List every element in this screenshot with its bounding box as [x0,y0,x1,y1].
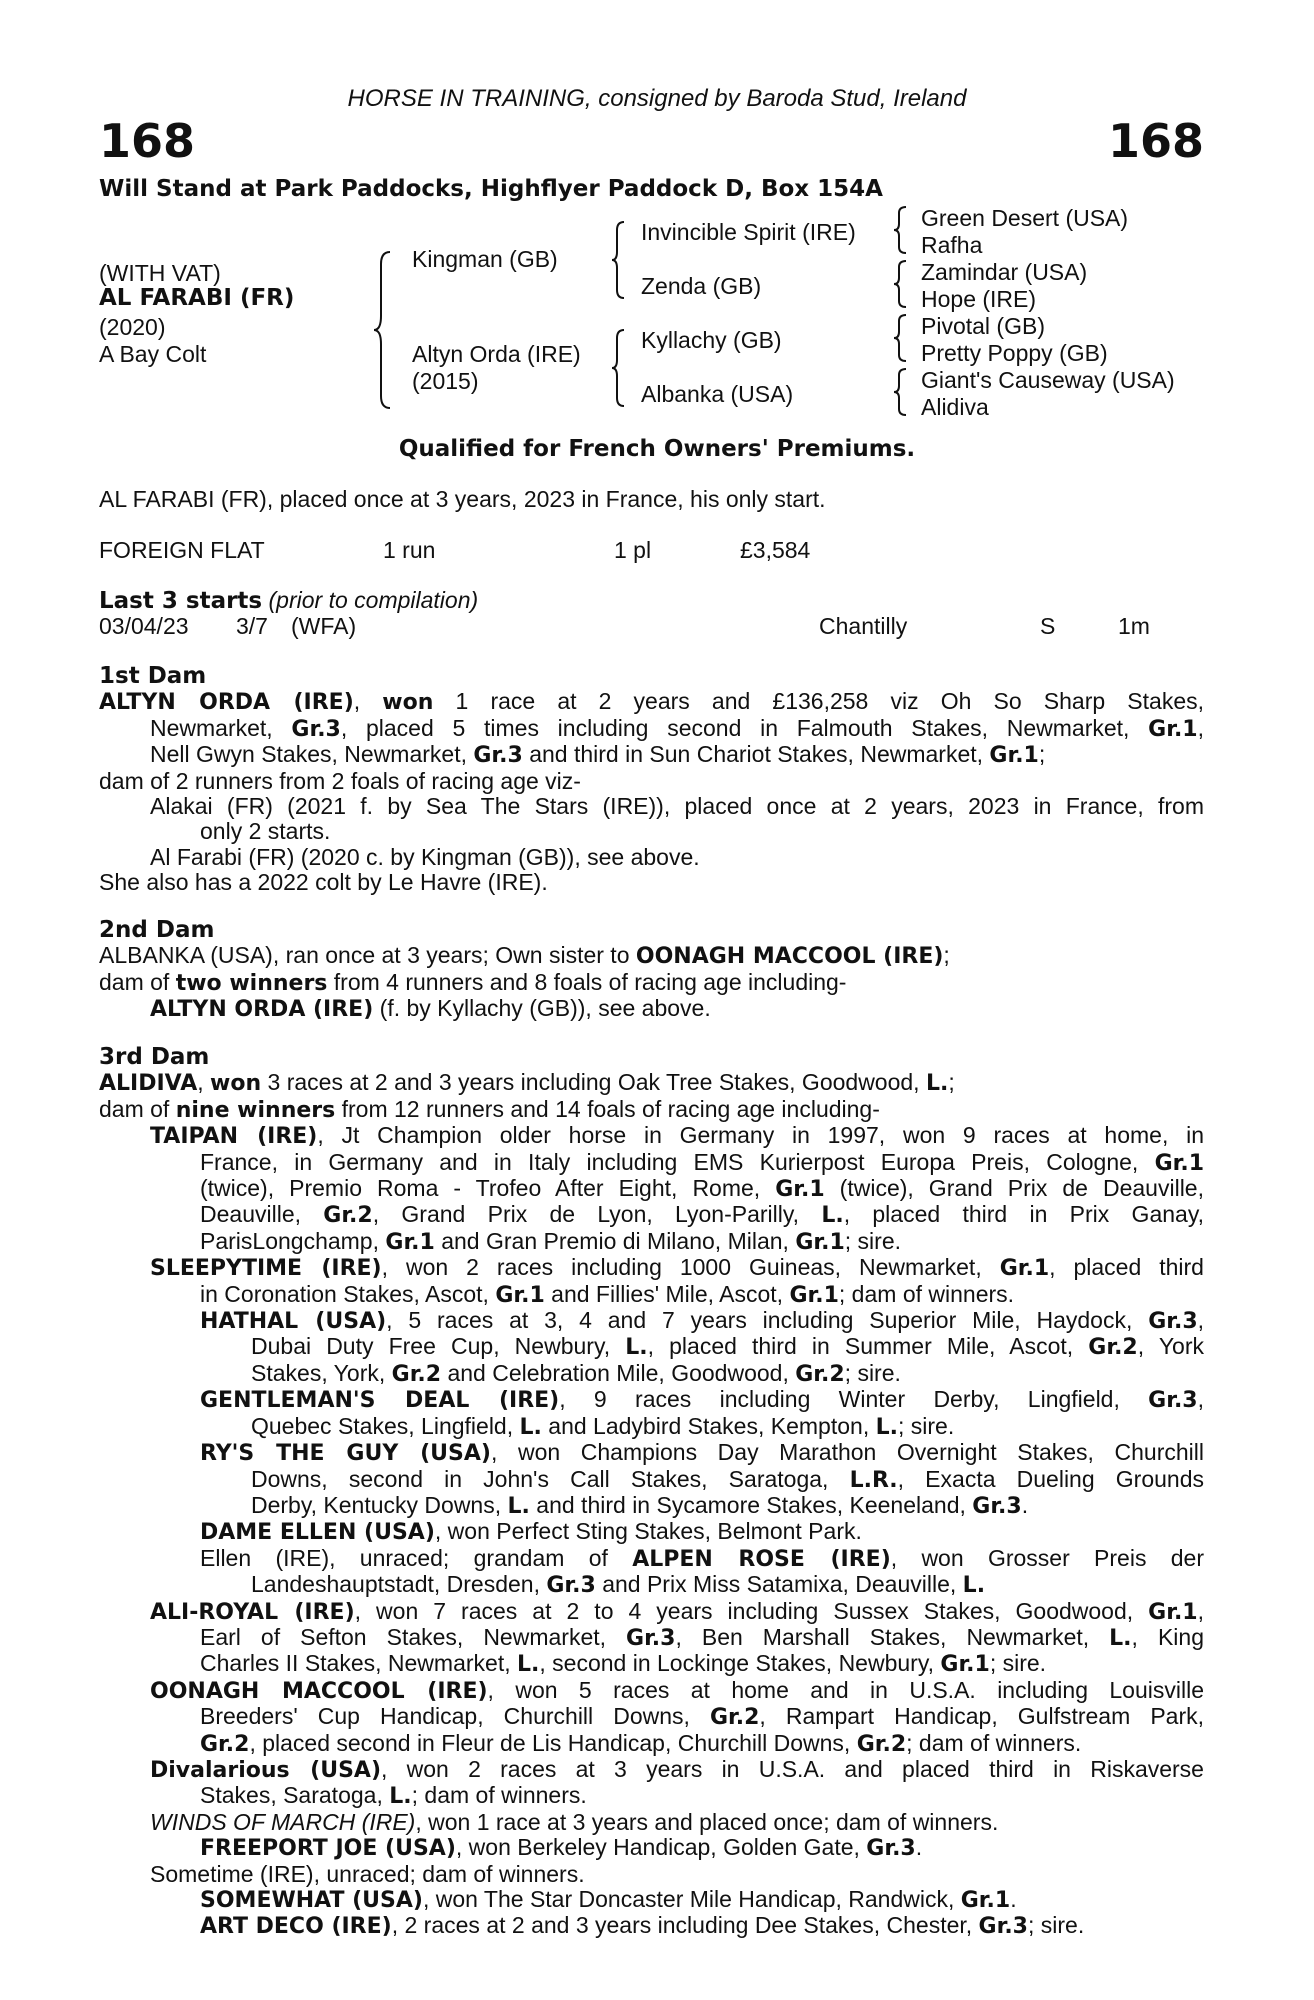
first-dam-line-5: Alakai (FR) (2021 f. by Sea The Stars (IRE)), placed once at 2 years, 2023 in France, from [150,793,1204,820]
text-run: ; sire. [989,1650,1047,1677]
text-run: (f. by Kyllachy (GB)), see above. [373,995,711,1022]
pedigree-ggp-4: Hope (IRE) [921,286,1037,312]
lot-number-right: 168 [1107,114,1204,168]
third-dam-line [99,1361,1204,1387]
bold-text: Gr.1 [1154,1150,1204,1176]
vat-note: (WITH VAT) [99,260,221,286]
first-dam-line-2 [99,716,1204,742]
third-dam-line [99,1229,1204,1255]
third-dam-line [99,1150,1204,1176]
text-run: Stakes, York, [251,1359,392,1386]
pedigree-brace-dam [610,328,626,408]
bold-text: L. [925,1071,949,1097]
italic-text: WINDS OF MARCH (IRE) [150,1808,416,1835]
text-run: and Gran Premio di Milano, Milan, [434,1227,796,1254]
third-dam-line [99,1255,1204,1281]
bold-text: Gr.3 [546,1573,596,1599]
text-run: , 2 races at 2 and 3 years including Dee Stakes, Chester, [391,1912,979,1939]
bold-text: L. [875,1414,898,1440]
third-dam-line [99,1414,1204,1440]
bold-text: Gr.3 [626,1625,676,1651]
pedigree-sire-sire: Invincible Spirit (IRE) [641,219,856,245]
text-run: and Prix Miss Satamixa, Deauville, [595,1571,963,1598]
third-dam-line [99,1572,1204,1598]
bold-text: OONAGH MACCOOL (IRE) [635,944,944,970]
third-dam-line [99,1387,1204,1413]
text-run: ; sire. [844,1227,901,1254]
qualified-note: Qualified for French Owners' Premiums. [398,436,916,462]
third-dam-line [99,1334,1204,1360]
record-runs: 1 run [383,537,436,563]
pedigree-ggp-8: Alidiva [921,394,989,420]
text-run: dam of [99,968,176,995]
text-run: Ellen (IRE), unraced; grandam of [200,1544,633,1571]
bold-text: OONAGH MACCOOL (IRE) [150,1678,488,1704]
text-run: ; [943,942,950,969]
text-run: and third in Sycamore Stakes, Keeneland, [529,1491,973,1518]
third-dam-line [99,1862,1204,1887]
text-run: ALBANKA (USA), ran once at 3 years; Own sister to [99,942,636,969]
pedigree-ggp-5: Pivotal (GB) [921,313,1045,339]
text-run: , won 2 races including 1000 Guineas, Newmarket, [381,1254,1000,1281]
bold-text: two winners [175,970,328,996]
horse-year: (2020) [99,314,166,340]
text-run: (twice), Premio Roma - Trofeo After Eight, Rome, [200,1175,776,1202]
text-run: , won 5 races at home and in U.S.A. including Louisville [487,1676,1204,1703]
text-run: , [197,1069,211,1096]
first-dam-section [99,664,1204,896]
bold-text: L. [519,1414,542,1440]
text-run: and third in Sun Chariot Stakes, Newmarket, [522,741,990,768]
text-run: , won 1 race at 3 years and placed once; dam of winners. [415,1808,999,1835]
text-run: , placed third in Prix Ganay, [843,1201,1204,1228]
pedigree-brace-sire [610,220,626,300]
text-run: , second in Lockinge Stakes, Newbury, [539,1650,941,1677]
bold-text: Gr.1 [1148,1599,1198,1625]
bold-text: L. [507,1493,530,1519]
pedigree-brace-ggp-1 [892,205,908,255]
text-run: (twice), Grand Prix de Deauville, [824,1175,1204,1202]
bold-text: SOMEWHAT (USA) [200,1888,423,1913]
bold-text: Gr.2 [709,1705,760,1731]
bold-text: Gr.1 [960,1888,1011,1913]
third-dam-line [99,1625,1204,1651]
bold-text: ALPEN ROSE (IRE) [632,1546,891,1572]
text-run: Nell Gwyn Stakes, Newmarket, [150,741,474,768]
bold-text: won [210,1071,262,1097]
text-run: , Ben Marshall Stakes, Newmarket, [675,1623,1110,1650]
text-run: from 4 runners and 8 foals of racing age including- [327,968,847,995]
text-run: . [1021,1491,1029,1518]
text-run: and Celebration Mile, Goodwood, [441,1359,796,1386]
horse-name: AL FARABI (FR) [99,285,295,311]
second-dam-section [99,918,1204,1023]
stand-location: Will Stand at Park Paddocks, Highflyer Paddock D, Box 154A [99,176,883,202]
third-dam-line [99,1493,1204,1519]
bold-text: L. [517,1652,540,1678]
text-run: , won Berkeley Handicap, Golden Gate, [455,1834,867,1861]
last-start-distance: 1m [1118,613,1150,639]
bold-text: TAIPAN (IRE) [150,1124,318,1150]
bold-text: Gr.3 [291,716,341,742]
text-run: , Grand Prix de Lyon, Lyon-Parilly, [372,1201,822,1228]
bold-text: ART DECO (IRE) [200,1914,392,1940]
text-run: ; dam of winners. [411,1782,587,1809]
bold-text: L. [821,1203,844,1229]
text-run: , won Champions Day Marathon Overnight Stakes, Churchill [490,1439,1204,1466]
bold-text: Gr.1 [385,1229,435,1255]
text-run: ; [1038,741,1046,768]
third-dam-heading: 3rd Dam [99,1044,210,1070]
bold-text: Gr.2 [856,1731,907,1757]
pedigree-brace-ggp-2 [892,259,908,309]
text-run: Breeders' Cup Handicap, Churchill Downs, [200,1703,710,1730]
third-dam-line [99,1599,1204,1625]
text-run: , placed 5 times including second in Falmouth Stakes, Newmarket, [340,714,1149,741]
third-dam-line [99,1202,1204,1228]
consignment-line: HORSE IN TRAINING, consigned by Baroda Stud, Ireland [347,85,967,112]
text-run: ; sire. [897,1412,955,1439]
second-dam-line-2 [99,970,1204,996]
bold-text: L. [625,1335,648,1361]
record-placed: 1 pl [614,537,652,563]
first-dam-line-3 [99,742,1204,768]
text-run: ParisLongchamp, [200,1227,386,1254]
lot-number-left: 168 [99,114,196,168]
last-start-position: 3/7 [236,613,268,639]
record-label: FOREIGN FLAT [99,537,265,563]
bold-text: Gr.3 [972,1493,1022,1519]
bold-text: ALTYN ORDA (IRE) [150,997,374,1023]
bold-text: Gr.1 [775,1177,825,1203]
text-run: ; dam of winners. [906,1729,1082,1756]
bold-text: L.R. [849,1467,898,1493]
first-dam-heading: 1st Dam [99,663,207,689]
pedigree-dam-sire: Kyllachy (GB) [641,327,782,353]
bold-text: Gr.2 [200,1731,250,1757]
third-dam-line [99,1467,1204,1493]
bold-text: Gr.3 [473,743,523,769]
horse-description: A Bay Colt [99,341,207,367]
last-start-course: Chantilly [819,613,908,639]
text-run: Earl of Sefton Stakes, Newmarket, [200,1623,627,1650]
bold-text: L. [1109,1625,1132,1651]
text-run: , [1197,1597,1204,1624]
text-run: Downs, second in John's Call Stakes, Saratoga, [251,1465,850,1492]
text-run: , 9 races including Winter Derby, Lingfield, [559,1386,1149,1413]
bold-text: SLEEPYTIME (IRE) [150,1256,382,1282]
bold-text: ALIDIVA [99,1071,198,1097]
third-dam-line [99,1070,1204,1096]
text-run: . [1010,1886,1017,1912]
bold-text: HATHAL (USA) [200,1309,387,1335]
text-run: dam of [99,1095,176,1122]
first-dam-line-8: She also has a 2022 colt by Le Havre (IRE). [99,869,548,896]
pedigree-ggp-6: Pretty Poppy (GB) [921,340,1108,366]
text-run: in Coronation Stakes, Ascot, [200,1280,496,1307]
text-run: Landeshauptstadt, Dresden, [251,1571,547,1598]
bold-text: Gr.1 [1148,716,1198,742]
third-dam-lines [99,1070,1204,1939]
text-run: France, in Germany and in Italy including EMS Kurierpost Europa Preis, Cologne, [200,1148,1155,1175]
text-run: Stakes, Saratoga, [200,1782,390,1809]
second-dam-line-1 [99,943,1204,969]
last-start-wfa: (WFA) [291,613,357,639]
third-dam-section [99,1045,1204,1940]
text-run: ; sire. [1027,1912,1085,1939]
text-run: , won Grosser Preis der [890,1544,1204,1571]
text-run: , King [1131,1623,1204,1650]
bold-text: Gr.1 [999,1256,1050,1282]
bold-text: Gr.1 [789,1282,839,1308]
bold-text: Gr.1 [495,1282,545,1308]
text-run: , York [1137,1333,1204,1360]
text-run: and Fillies' Mile, Ascot, [544,1280,790,1307]
text-run: Quebec Stakes, Lingfield, [251,1412,520,1439]
last-start-date: 03/04/23 [99,613,189,639]
text-run: Derby, Kentucky Downs, [251,1491,508,1518]
third-dam-line [99,1887,1204,1913]
bold-text: ALTYN ORDA (IRE) [99,690,354,716]
bold-text: won [382,690,434,716]
text-run: , won 7 races at 2 to 4 years including Sussex Stakes, Goodwood, [354,1597,1149,1624]
text-run: ; sire. [844,1359,901,1386]
bold-text: DAME ELLEN (USA) [200,1520,435,1546]
bold-text: Gr.1 [795,1229,845,1255]
second-dam-heading: 2nd Dam [99,917,215,943]
bold-text: Gr.3 [866,1836,916,1862]
text-run: Sometime (IRE), unraced; dam of winners. [150,1860,585,1887]
text-run: , [353,688,383,715]
bold-text: Gr.3 [1148,1388,1198,1414]
pedigree-ggp-2: Rafha [921,232,983,258]
second-dam-line-3 [99,996,1204,1022]
pedigree-brace-main [372,250,394,410]
third-dam-line [99,1440,1204,1466]
last-starts-note: (prior to compilation) [268,587,479,613]
pedigree-brace-ggp-4 [892,367,908,417]
first-dam-line-1 [99,689,1204,715]
third-dam-line [99,1678,1204,1704]
pedigree-ggp-1: Green Desert (USA) [921,205,1129,231]
bold-text: L. [389,1784,412,1810]
bold-text: nine winners [175,1097,336,1123]
third-dam-line [99,1123,1204,1149]
text-run: Dubai Duty Free Cup, Newbury, [251,1333,626,1360]
record-earnings: £3,584 [740,537,811,563]
race-summary: AL FARABI (FR), placed once at 3 years, 2023 in France, his only start. [99,486,826,512]
bold-text: L. [962,1573,986,1599]
text-run: . [915,1834,923,1861]
bold-text: Gr.2 [1088,1335,1138,1361]
pedigree-sire-dam: Zenda (GB) [641,273,762,299]
text-run: , placed third [1049,1254,1204,1281]
text-run: from 12 runners and 14 foals of racing age including- [335,1095,880,1122]
text-run: , Rampart Handicap, Gulfstream Park, [759,1703,1204,1730]
text-run: , Jt Champion older horse in Germany in 1997, won 9 races at home, in [317,1122,1204,1149]
text-run: , 5 races at 3, 4 and 7 years including Superior Mile, Haydock, [386,1307,1149,1334]
text-run: , placed second in Fleur de Lis Handicap, Churchill Downs, [249,1729,857,1756]
text-run: Charles II Stakes, Newmarket, [200,1650,517,1677]
text-run: and Ladybird Stakes, Kempton, [541,1412,876,1439]
first-dam-line-6: only 2 starts. [200,818,331,845]
pedigree-ggp-7: Giant's Causeway (USA) [921,367,1175,393]
bold-text: Gr.3 [1148,1309,1198,1335]
pedigree-brace-ggp-3 [892,313,908,363]
text-run: 1 race at 2 years and £136,258 viz Oh So Sharp Stakes, [433,688,1205,715]
text-run: ; [948,1069,955,1096]
text-run: , won 2 races at 3 years in U.S.A. and placed third in Riskaverse [381,1755,1204,1782]
text-run: , won Perfect Sting Stakes, Belmont Park. [434,1518,862,1545]
bold-text: Gr.2 [391,1361,442,1387]
text-run: , won The Star Doncaster Mile Handicap, Randwick, [422,1886,961,1912]
text-run: , placed third in Summer Mile, Ascot, [647,1333,1089,1360]
bold-text: Gr.1 [989,743,1039,769]
third-dam-line [99,1913,1204,1939]
bold-text: Gr.2 [795,1361,845,1387]
third-dam-line [99,1757,1204,1783]
third-dam-line [99,1835,1204,1861]
first-dam-line-4: dam of 2 runners from 2 foals of racing age viz- [99,767,581,794]
pedigree-dam-year: (2015) [412,368,479,394]
bold-text: RY'S THE GUY (USA) [200,1441,491,1467]
third-dam-line [99,1651,1204,1677]
text-run: ; dam of winners. [838,1280,1015,1307]
third-dam-line [99,1176,1204,1202]
last-starts-heading-line [99,587,478,614]
third-dam-line [99,1731,1204,1757]
bold-text: Gr.3 [978,1914,1028,1940]
third-dam-line [99,1810,1204,1835]
third-dam-line [99,1282,1204,1308]
text-run: Deauville, [200,1201,324,1228]
bold-text: FREEPORT JOE (USA) [200,1836,456,1862]
pedigree-dam: Altyn Orda (IRE) [412,341,581,367]
text-run: , [1197,714,1204,741]
third-dam-line [99,1308,1204,1334]
text-run: , [1197,1307,1205,1334]
third-dam-line [99,1783,1204,1809]
pedigree-dam-dam: Albanka (USA) [641,381,794,407]
third-dam-line [99,1704,1204,1730]
bold-text: Gr.2 [323,1203,373,1229]
last-start-going: S [1040,613,1056,639]
bold-text: ALI-ROYAL (IRE) [150,1599,355,1625]
last-starts-heading: Last 3 starts [99,588,263,614]
text-run: , [1197,1386,1204,1413]
bold-text: Gr.1 [940,1652,990,1678]
pedigree-ggp-3: Zamindar (USA) [921,259,1088,285]
third-dam-line [99,1519,1204,1545]
first-dam-line-7: Al Farabi (FR) (2020 c. by Kingman (GB)), see above. [150,843,700,870]
text-run: , Exacta Dueling Grounds [897,1465,1204,1492]
bold-text: Divalarious (USA) [150,1757,381,1783]
third-dam-line [99,1546,1204,1572]
third-dam-line [99,1097,1204,1123]
text-run: Newmarket, [150,714,292,741]
pedigree-sire: Kingman (GB) [412,246,558,272]
text-run: 3 races at 2 and 3 years including Oak Tree Stakes, Goodwood, [261,1069,926,1096]
bold-text: GENTLEMAN'S DEAL (IRE) [200,1388,560,1414]
